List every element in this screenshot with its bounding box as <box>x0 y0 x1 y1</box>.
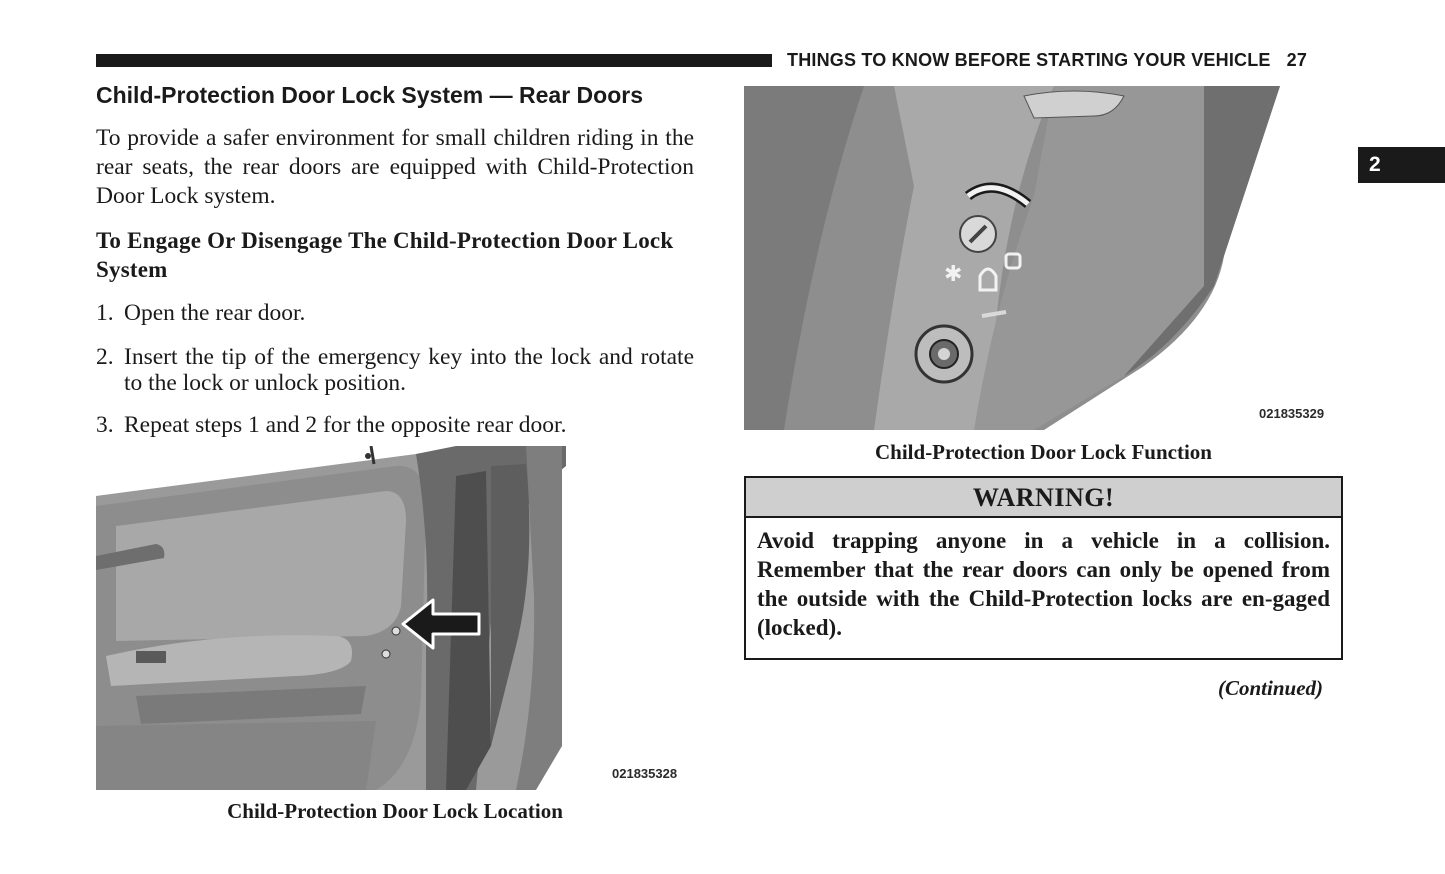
warning-title: WARNING! <box>746 478 1341 518</box>
step-text: Repeat steps 1 and 2 for the opposite rear door. <box>124 412 567 438</box>
step-number: 1. <box>96 300 114 326</box>
step-text: Insert the tip of the emergency key into the lock and rotate to the lock or unlock position. <box>124 344 694 396</box>
chapter-tab[interactable]: 2 <box>1358 147 1445 183</box>
page-number: 27 <box>1286 50 1308 70</box>
lock-closeup-illustration <box>744 86 1343 430</box>
subsection-title: To Engage Or Disengage The Child-Protection Door Lock System <box>96 228 674 282</box>
step-item <box>96 300 694 326</box>
figure-caption: Child-Protection Door Lock Location <box>227 799 563 823</box>
continued-note: (Continued) <box>1218 676 1324 700</box>
header-rule <box>96 54 772 67</box>
running-header <box>787 50 1347 71</box>
step-item <box>96 344 694 396</box>
warning-text: Avoid trapping anyone in a vehicle in a collision. Remember that the rear doors can only be opened from the outside with the Child-Protection locks are en-gaged (locked). <box>757 528 1330 640</box>
running-title: THINGS TO KNOW BEFORE STARTING YOUR VEHICLE <box>787 50 1271 70</box>
step-number: 3. <box>96 412 114 438</box>
door-interior-illustration <box>96 446 692 790</box>
door-lock-function-figure <box>744 86 1343 430</box>
figure-code: 021835328 <box>612 766 678 781</box>
section-title: Child-Protection Door Lock System — Rear Doors <box>96 82 643 108</box>
step-item <box>96 412 694 438</box>
figure-caption: Child-Protection Door Lock Function <box>875 440 1212 464</box>
pointer-arrow-icon <box>401 594 481 654</box>
step-number: 2. <box>96 344 114 370</box>
warning-box <box>744 476 1343 660</box>
intro-paragraph: To provide a safer environment for small children riding in the rear seats, the rear doors are equipped with Child-Protection Door Lock system. <box>96 125 694 209</box>
svg-text:✱: ✱ <box>944 262 963 287</box>
door-lock-location-figure <box>96 446 692 790</box>
step-text: Open the rear door. <box>124 300 306 326</box>
figure-code: 021835329 <box>1259 406 1325 421</box>
